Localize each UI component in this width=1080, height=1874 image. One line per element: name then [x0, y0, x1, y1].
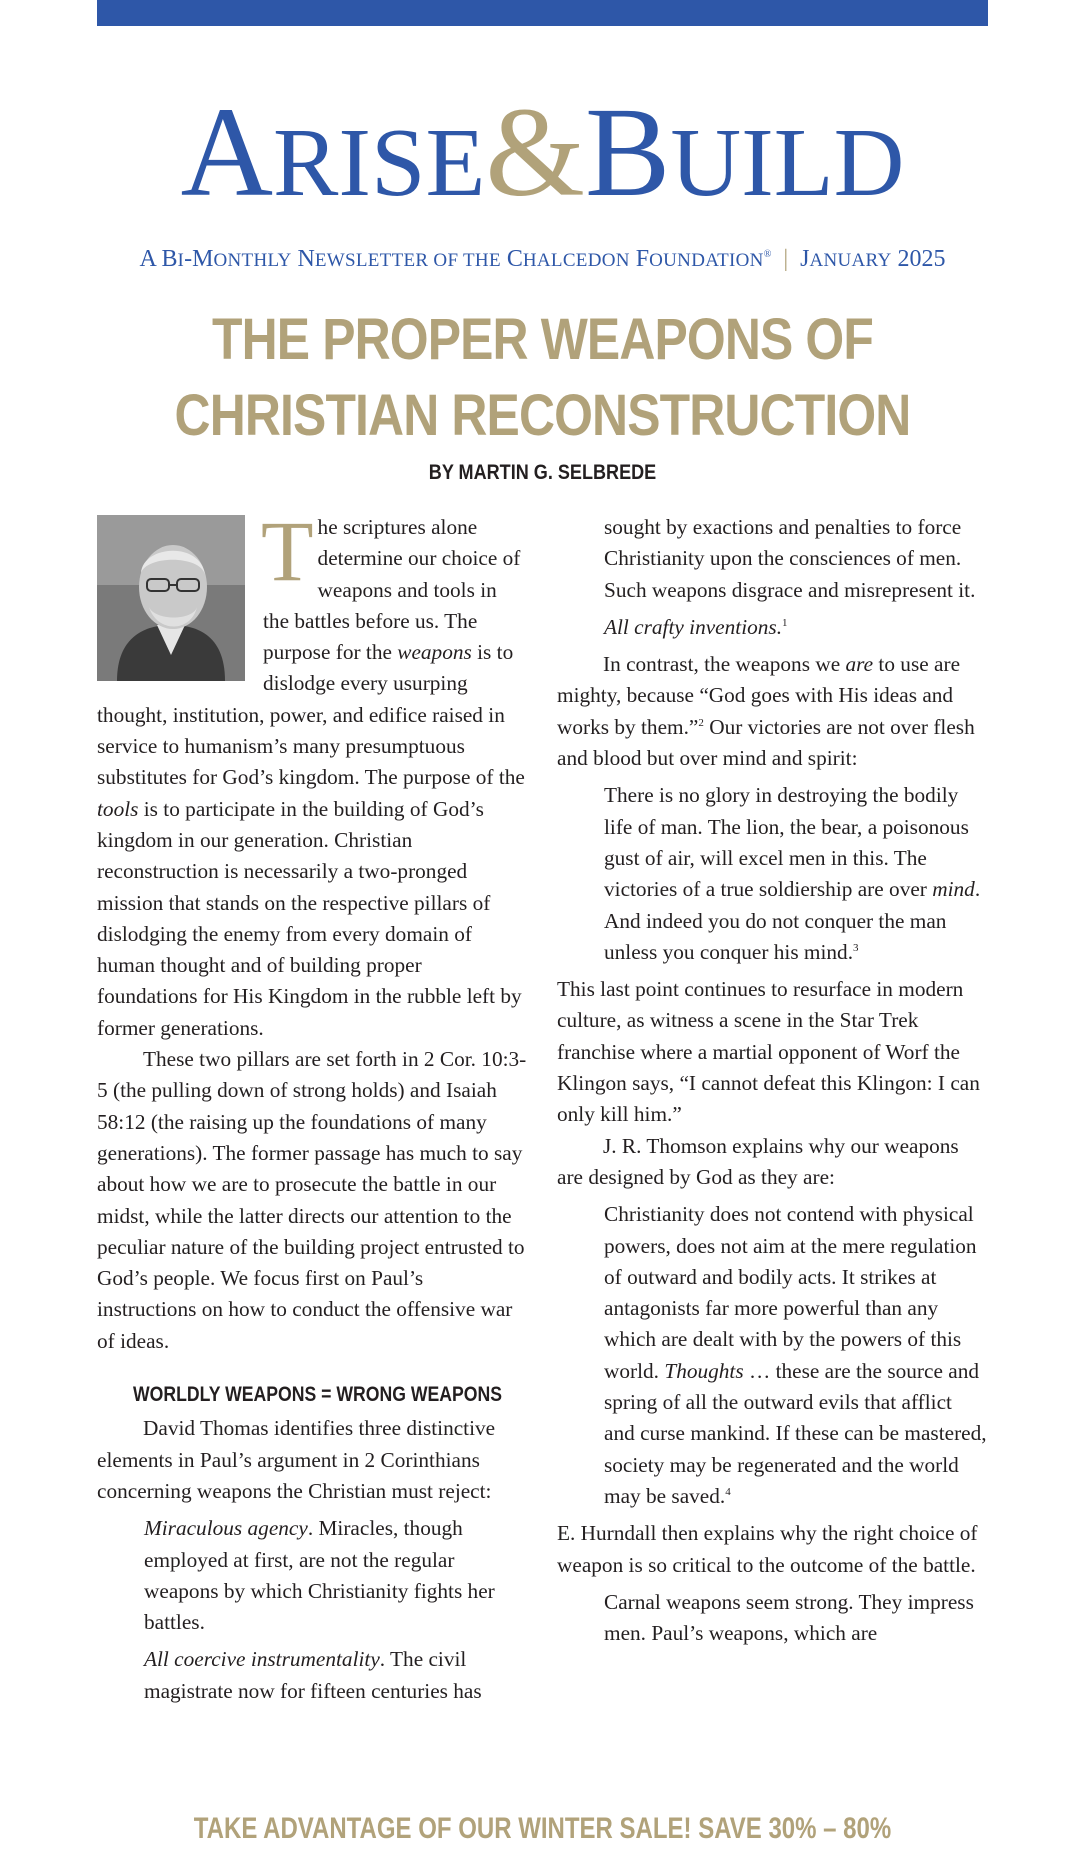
block-quote: Christianity does not contend with physical powers, does not aim at the mere regulation of outward and bodily acts. It strikes at antagonists far more powerful than any which are dealt with by the powers of this world. Thoughts … these are the source and spring of all the outward evils that afflict and curse mankind. If these can be mastered, society may be regenerated and the world may be saved.$^4$ — [604, 1202, 987, 1508]
masthead-word-arise-initial: A — [180, 81, 274, 223]
block-quote: Carnal weapons seem strong. They impress men. Paul’s weapons, which are — [604, 1589, 974, 1646]
drop-cap: T — [261, 503, 314, 599]
winter-sale-banner[interactable]: TAKE ADVANTAGE OF OUR WINTER SALE! SAVE 30% – 80% — [193, 1812, 892, 1845]
top-color-bar — [97, 0, 988, 26]
paragraph: David Thomas identifies three distinctive elements in Paul’s argument in 2 Corinthians concerning weapons the Christian must reject: — [97, 1416, 496, 1503]
author-portrait-icon — [97, 515, 245, 681]
section-heading: WORLDLY WEAPONS = WRONG WEAPONS — [133, 1383, 502, 1407]
newsletter-masthead — [97, 81, 988, 223]
block-quote: There is no glory in destroying the bodily life of man. The lion, the bear, a poisonous gust of air, will excel men in this. The victories of a true soldiership are over mind. And indeed you do not conquer the man unless you conquer his mind.$^3$ — [604, 783, 981, 964]
block-quote: sought by exactions and penalties to force Christianity upon the consciences of men. Such weapons disgrace and misrepresent it. — [604, 515, 976, 602]
article-column-left: The scriptures alone determine our choice of weapons and tools in the battles before us. The purpose for the weapons is to dislodge every usurping thought, institution, power, and edifice raised in service to humanism’s many presumptuous substitutes for God’s kingdom. The purpose of the tools is to participate in the building of God’s kingdom in our generation. Christian reconstruction is necessarily a two-pronged mission that stands on the respective pillars of dislodging the enemy from every domain of human thought and of building proper foundations for His Kingdom in the rubble left by former generations. These two pillars are set forth in 2 Cor. 10:3-5 (the pulling down of strong holds) and Isaiah 58:12 (the raising up the foundations of many generations). The former passage has much to say about how we are to prosecute the battle in our midst, while the latter directs our attention to the peculiar nature of the building project entrusted to God’s people. We focus first on Paul’s instructions on how to conduct the offensive war of ideas. WORLDLY WEAPONS = WRONG WEAPONS David Thomas identifies three distinctive elements in Paul’s argument in 2 Corinthians concerning weapons the Christian must reject: Miraculous agency. Miracles, though employed at first, are not the regular weapons by which Christianity fights her battles. All coercive instrumentality. The civil magistrate now for fifteen centuries has — [97, 512, 527, 1707]
newsletter-subtitle: A BI-MONTHLY NEWSLETTER OF THE CHALCEDON FOUNDATION® | JANUARY 2025 — [139, 246, 946, 272]
paragraph: This last point continues to resurface in modern culture, as witness a scene in the Star Trek franchise where a martial opponent of Worf the Klingon says, “I cannot defeat this Klingon: I can only kill him.” — [557, 977, 980, 1127]
footnote-ref: 1 — [782, 616, 788, 629]
paragraph: J. R. Thomson explains why our weapons are designed by God as they are: — [557, 1133, 959, 1189]
paragraph: These two pillars are set forth in 2 Cor. 10:3-5 (the pulling down of strong holds) and Isaiah 58:12 (the raising up the foundations of many generations). The former passage has much to say about how we are to prosecute the battle in our midst, while the latter directs our attention to the peculiar nature of the building project entrusted to God’s people. We focus first on Paul’s instructions on how to conduct the offensive war of ideas. — [97, 1047, 527, 1353]
masthead-ampersand: & — [485, 81, 585, 223]
masthead-word-arise-rest: RISE — [273, 109, 486, 217]
masthead-word-build-rest: UILD — [670, 109, 905, 217]
footnote-ref: 4 — [725, 1485, 731, 1498]
article-column-right — [557, 512, 987, 1649]
block-quote: All crafty inventions.$^1$ — [604, 614, 788, 639]
block-quote: Miraculous agency. Miracles, though employed at first, are not the regular weapons by which Christianity fights her battles. — [144, 1516, 495, 1635]
footnote-ref: 3 — [853, 941, 859, 954]
paragraph: In contrast, the weapons we are to use are mighty, because “God goes with His ideas and works by them.”$^2$ Our victories are not over flesh and blood but over mind and spirit: — [557, 652, 975, 771]
subtitle-separator: | — [783, 246, 789, 272]
article-headline: THE PROPER WEAPONS OF CHRISTIAN RECONSTRUCTION — [174, 307, 911, 448]
paragraph: E. Hurndall then explains why the right choice of weapon is so critical to the outcome of the battle. — [557, 1521, 978, 1577]
author-photo — [97, 515, 245, 681]
footnote-ref: 2 — [698, 716, 704, 729]
masthead-word-build-initial: B — [584, 81, 671, 223]
block-quote: All coercive instrumentality. The civil magistrate now for fifteen centuries has — [144, 1647, 482, 1703]
article-byline: BY MARTIN G. SELBREDE — [428, 461, 657, 484]
